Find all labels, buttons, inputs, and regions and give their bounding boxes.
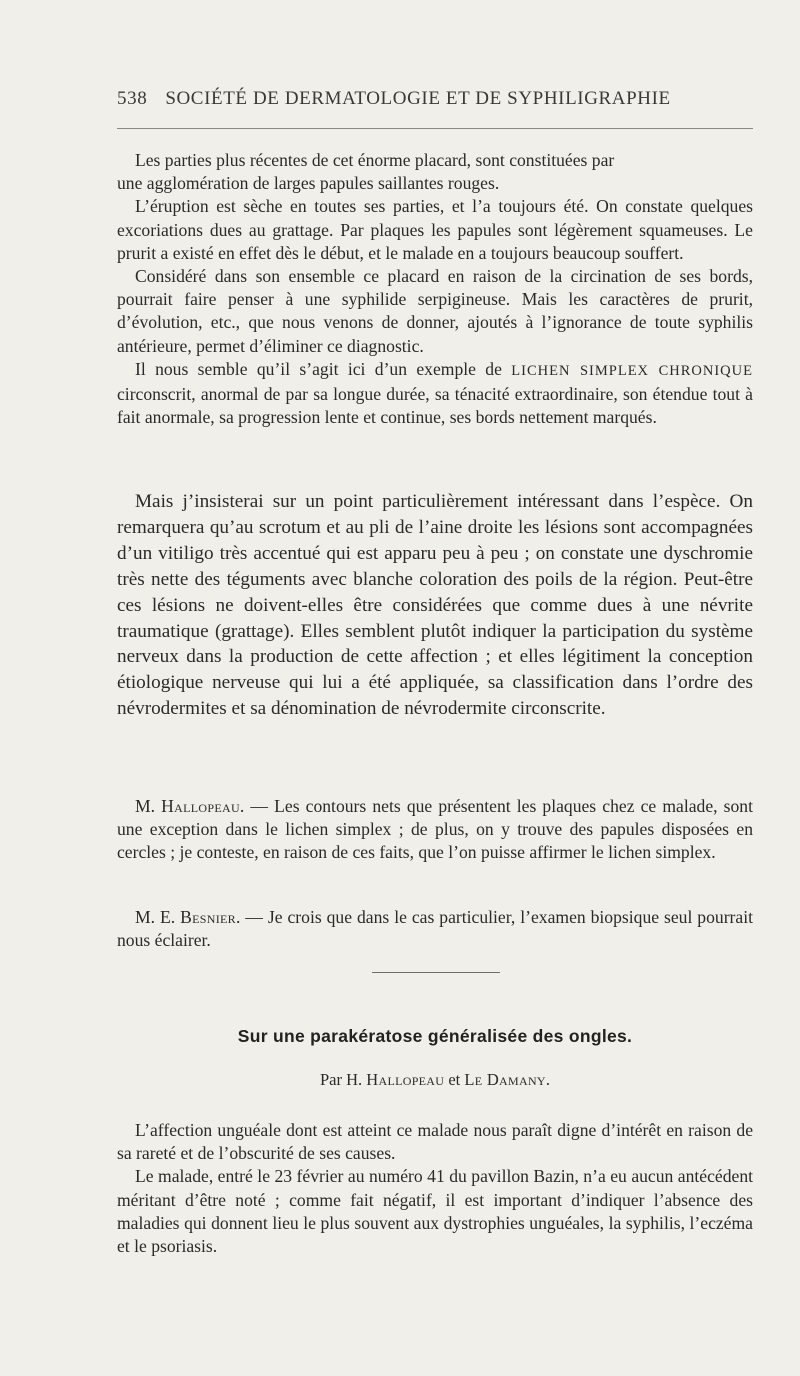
- speaker-name: Hallopeau: [161, 796, 240, 816]
- paragraph-circination: Considéré dans son ensemble ce placard en raison de la circination de ses bords, pourrait faire penser à une syphilide serpigineuse. Mais les caractères de prurit, d’évolution, etc., que nous venons de donner, ajoutés à l’ignorance de toute syphilis antérieure, permet d’éliminer ce diagnostic.: [117, 266, 753, 356]
- lichen-text-before: Il nous semble qu’il s’agit ici d’un exemple de: [135, 358, 512, 379]
- byline-prefix: Par H.: [319, 1070, 367, 1089]
- header-rule: [117, 128, 753, 129]
- discussion-remark: [117, 795, 753, 865]
- article-title: Sur une parakératose généralisée des ongles.: [237, 1026, 633, 1046]
- paragraph-placard-line2: une agglomération de larges papules saillantes rouges.: [117, 173, 500, 194]
- lichen-term: LICHEN SIMPLEX CHRONIQUE: [511, 362, 753, 379]
- article-authors: [117, 1070, 753, 1090]
- paragraph-placard-line1: Les parties plus récentes de cet énorme placard, sont constituées par: [135, 150, 615, 170]
- discussion-hallopeau: [117, 795, 753, 865]
- discussion-besnier: [117, 906, 753, 952]
- case-description: [117, 149, 753, 429]
- paragraph-malade: Le malade, entré le 23 février au numéro 41 du pavillon Bazin, n’a eu aucun antécédent méritant d’être noté ; comme fait négatif, il est important d’indiquer l’absence des maladies qui donnent lieu le plus souvent aux dystrophies unguéales, la syphilis, l’eczéma et le psoriasis.: [117, 1166, 753, 1257]
- speaker-prefix: M. E.: [135, 907, 181, 927]
- remark-text: . — Je crois que dans le cas particulier, l’examen biopsique seul pourrait nous éclairer.: [117, 907, 753, 951]
- remark-text: . — Les contours nets que présentent les plaques chez ce malade, sont une exception dans le lichen simplex ; de plus, on y trouve des papules disposées en cercles ; je conteste, en raison de ces faits, que l’on puisse affirmer le lichen simplex.: [117, 796, 753, 863]
- speaker-prefix: M.: [135, 796, 162, 816]
- running-header: [117, 88, 757, 110]
- paragraph-vitiligo: Mais j’insisterai sur un point particulièrement intéressant dans l’espèce. On remarquera qu’au scrotum et au pli de l’aine droite les lésions sont accompagnées d’un vitiligo très accentué qui est apparu peu à peu ; on constate une dyschromie très nette des téguments avec blanche coloration des poils de la région. Peut-être ces lésions ne doivent-elles être considérées que comme dues à une névrite traumatique (grattage). Elles semblent plutôt indiquer la participation du système nerveux dans la production de cette affection ; et elles légitiment la conception étiologique nerveuse qui lui a été appliquée, sa classification dans l’ordre des névrodermites et sa dénomination de névrodermite circonscrite.: [117, 491, 753, 720]
- article-body: [117, 1119, 753, 1258]
- paragraph-affection: L’affection unguéale dont est atteint ce malade nous paraît digne d’intérêt en raison de sa rareté et de l’obscurité de ses causes.: [117, 1120, 753, 1164]
- speaker-name: Besnier: [180, 907, 236, 927]
- author-hallopeau: Hallopeau: [366, 1070, 445, 1089]
- section-separator: [372, 972, 500, 973]
- running-title: SOCIÉTÉ DE DERMATOLOGIE ET DE SYPHILIGRAPHIE: [165, 88, 671, 109]
- page-number: 538: [117, 88, 148, 109]
- byline-conjunction: et: [444, 1070, 465, 1089]
- discussion-remark: [117, 906, 753, 952]
- paragraph-lichen: [117, 358, 753, 430]
- author-le-damany: Le Damany: [464, 1070, 546, 1089]
- byline-suffix: .: [545, 1070, 551, 1089]
- lichen-text-after: circonscrit, anormal de par sa longue durée, sa ténacité extraordinaire, son étendue tout à fait anormale, sa progression lente et continue, ses bords nettement marqués.: [117, 384, 753, 428]
- paragraph-vitiligo-block: [117, 489, 753, 722]
- paragraph-eruption: L’éruption est sèche en toutes ses parties, et l’a toujours été. On constate quelques excoriations dues au grattage. Par plaques les papules sont légèrement squameuses. Le prurit a existé en effet dès le début, et le malade en a toujours beaucoup souffert.: [117, 196, 753, 263]
